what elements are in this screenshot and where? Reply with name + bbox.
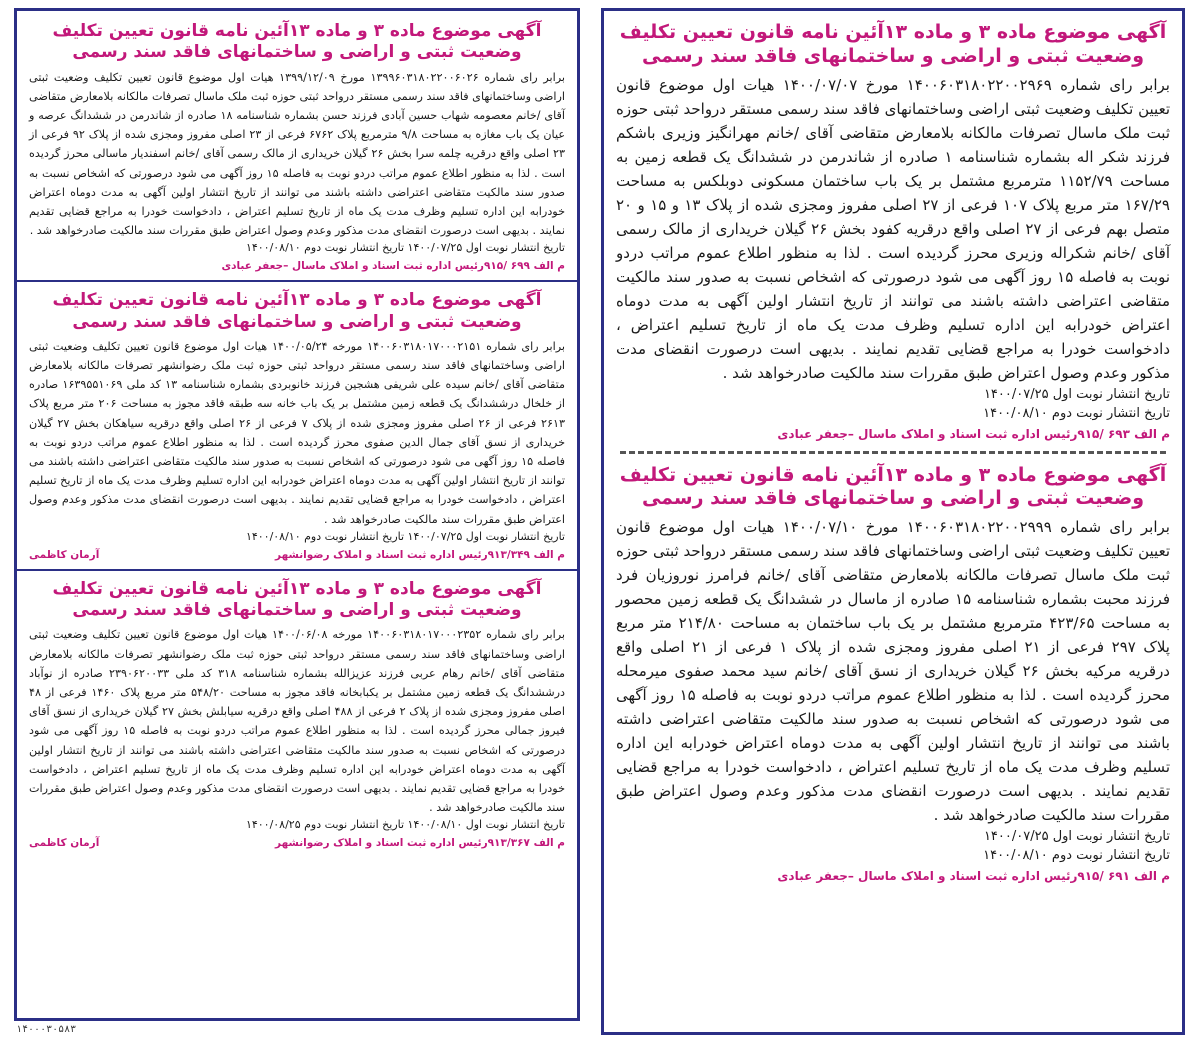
- notice-divider: [620, 451, 1166, 454]
- signature-name: آرمان کاظمی: [29, 837, 100, 850]
- notice-divider: [17, 280, 577, 282]
- notice-divider: [17, 569, 577, 571]
- signature-text: م الف ۶۹۹ /۹۱۵رئیس اداره ثبت اسناد و املاک ماسال –جعفر عبادی: [221, 260, 565, 273]
- publish-dates: تاریخ انتشار نوبت اول ۱۴۰۰/۰۸/۱۰ تاریخ انتشار نوبت دوم ۱۴۰۰/۰۸/۲۵: [245, 818, 565, 832]
- notice-signature: [29, 258, 565, 274]
- notice-body: برابر رای شماره ۱۳۹۹۶۰۳۱۸۰۲۲۰۰۶۰۲۶ مورخ ۱۳۹۹/۱۲/۰۹ هیات اول موضوع قانون تعیین تکلیف وضعیت ثبتی اراضی وساختمانهای فاقد سند رسمی مستقر درواحد ثبتی حوزه ثبت ملک ماسال تصرفات مالکانه بلامعارض متقاضی آقای /خانم معصومه شهاب حسین آبادی فرزند حسن بشماره شناسنامه ۱۸ صادره از شاندرمن در ششدانگ عرصه و عیان یک باب مغازه به مساحت ۹/۸ مترمربع پلاک ۶۷۶۲ فرعی از ۲۳ اصلی مفروز ومجزی شده از پلاک ۹۲ فرعی از ۲۳ اصلی واقع درقریه چلمه سرا بخش ۲۶ گیلان خریداری از مالک رسمی آقای /خانم اسفندیار ماسالی محرز گردیده است . لذا به منظور اطلاع عموم مراتب دردو نوبت به فاصله ۱۵ روز آگهی می شود درصورتی که اشخاص نسبت به صدور سند مالکیت متقاضی اعتراضی داشته باشند می توانند از تاریخ انتشار اولین آگهی به مدت دوماه اعتراض خودرابه این اداره تسلیم وظرف مدت یک ماه از تاریخ تسلیم اعتراض ، دادخواست خودرا به مراجع قضایی تقدیم نمایند . بدیهی است درصورت انقضای مدت مذکور وعدم وصول اعتراض طبق مقررات سند مالکیت صادرخواهد شد .: [29, 70, 566, 238]
- signature-text: م الف ۹۱۳/۳۶۷رئیس اداره ثبت اسناد و املاک رضوانشهر: [275, 837, 565, 850]
- notice-body: برابر رای شماره ۱۴۰۰۶۰۳۱۸۰۲۲۰۰۲۹۹۹ مورخ ۱۴۰۰/۰۷/۱۰ هیات اول موضوع قانون تعیین تکلیف وضعیت ثبتی اراضی وساختمانهای فاقد سند رسمی مستقر درواحد ثبتی حوزه ثبت ملک ماسال تصرفات مالکانه بلامعارض متقاضی آقای /خانم فرامرز نوروزیان فرد فرزند محبت بشماره شناسنامه ۱۵ صادره از ماسال در ششدانگ یک قطعه زمین محصور به مساحت ۴۲۳/۶۵ مترمربع مشتمل بر یک باب ساختمان به مساحت ۲۱۴/۸۰ متر مربع پلاک ۲۹۷ فرعی از ۲۱ اصلی مفروز ومجزی شده از پلاک ۱ فرعی از ۲۱ اصلی واقع درقریه مرکیه بخش ۲۶ گیلان خریداری از نسق آقای /خانم سید محمد صفوی میرمحله محرز گردیده است . لذا به منظور اطلاع عموم مراتب دردو نوبت به فاصله ۱۵ روز آگهی می شود درصورتی که اشخاص نسبت به صدور سند مالکیت متقاضی اعتراضی داشته باشند می توانند از تاریخ انتشار اولین آگهی به مدت دوماه اعتراض خودرابه این اداره تسلیم وظرف مدت یک ماه از تاریخ تسلیم اعتراض ، دادخواست خودرا به مراجع قضایی تقدیم نمایند . بدیهی است درصورت انقضای مدت مذکور وعدم وصول اعتراض طبق مقررات سند مالکیت صادرخواهد شد .: [616, 518, 1171, 824]
- notice-signature: [29, 547, 565, 563]
- notice-signature: [616, 425, 1170, 443]
- notice: [29, 21, 565, 274]
- notice-title: آگهی موضوع ماده ۳ و ماده ۱۳آئین نامه قانون تعیین تکلیف وضعیت ثبتی و اراضی و ساختمانهای فاقد سند رسمی: [52, 578, 542, 621]
- bottom-code: ۱۴۰۰۰۳۰۵۸۳: [16, 1024, 77, 1035]
- right-column: [601, 8, 1185, 1035]
- signature-text: م الف ۶۹۳ /۹۱۵رئیس اداره ثبت اسناد و املاک ماسال –جعفر عبادی: [777, 426, 1170, 441]
- signature-text: م الف ۶۹۱ /۹۱۵رئیس اداره ثبت اسناد و املاک ماسال –جعفر عبادی: [777, 869, 1170, 883]
- publish-date-first: تاریخ انتشار نوبت اول ۱۴۰۰/۰۷/۲۵: [983, 829, 1170, 844]
- notice: [616, 464, 1170, 886]
- publish-dates: تاریخ انتشار نوبت اول ۱۴۰۰/۰۷/۲۵ تاریخ انتشار نوبت دوم ۱۴۰۰/۰۸/۱۰: [245, 529, 565, 543]
- signature-name: آرمان کاظمی: [29, 548, 100, 561]
- signature-text: م الف ۹۱۳/۳۴۹رئیس اداره ثبت اسناد و املاک رضوانشهر: [275, 548, 565, 561]
- notice-title: آگهی موضوع ماده ۳ و ماده ۱۳آئین نامه قانون تعیین تکلیف وضعیت ثبتی و اراضی و ساختمانهای فاقد سند رسمی: [52, 290, 542, 332]
- notice: [29, 290, 565, 563]
- publish-date-second: تاریخ انتشار نوبت دوم ۱۴۰۰/۰۸/۱۰: [983, 848, 1170, 863]
- notice-body: برابر رای شماره ۱۴۰۰۶۰۳۱۸۰۱۷۰۰۰۲۳۵۲ مورخه ۱۴۰۰/۰۶/۰۸ هیات اول موضوع قانون تعیین تکلیف وضعیت ثبتی اراضی وساختمانهای فاقد سند رسمی مستقر درواحد ثبتی حوزه ثبت ملک رضوانشهر تصرفات مالکانه بلامعارض متقاضی آقای /خانم رهام عربی فرزند عزیزالله بشماره شناسنامه ۳۱۸ کد ملی ۲۳۹۰۶۲۰۰۳۳ صادره از نوآباد درششدانگ یک قطعه زمین مشتمل بر یکبابخانه فاقد مجوز به مساحت ۵۴۸/۲۰ متر مربع پلاک ۱۴۶۰ فرعی از ۴۸ اصلی مفروز ومجزی شده از پلاک ۲ فرعی از ۴۸۸ اصلی واقع درقریه سیابلش بخش ۲۷ گیلان خریداری از نسق آقای فیروز جمالی محرز گردیده است . لذا به منظور اطلاع عموم مراتب دردو نوبت به فاصله ۱۵ روز آگهی می شود درصورتی که اشخاص نسبت به صدور سند مالکیت متقاضی اعتراضی داشته باشند می توانند از تاریخ انتشار اولین آگهی به مدت دوماه اعتراض خودرابه این اداره تسلیم وظرف مدت یک ماه از تاریخ تسلیم اعتراض ، دادخواست خودرا به مراجع قضایی تقدیم نمایند . بدیهی است درصورت انقضای مدت مذکور وعدم وصول اعتراض طبق مقررات سند مالکیت صادرخواهد شد .: [29, 628, 566, 815]
- publish-date-first: تاریخ انتشار نوبت اول ۱۴۰۰/۰۷/۲۵: [983, 386, 1170, 402]
- publish-dates: تاریخ انتشار نوبت اول ۱۴۰۰/۰۷/۲۵ تاریخ انتشار نوبت دوم ۱۴۰۰/۰۸/۱۰: [245, 241, 565, 255]
- notice-signature: [29, 835, 565, 851]
- left-column: [14, 8, 580, 1021]
- notice-body: برابر رای شماره ۱۴۰۰۶۰۳۱۸۰۲۲۰۰۲۹۶۹ مورخ ۱۴۰۰/۰۷/۰۷ هیات اول موضوع قانون تعیین تکلیف وضعیت ثبتی اراضی وساختمانهای فاقد سند رسمی مستقر درواحد ثبتی حوزه ثبت ملک ماسال تصرفات مالکانه بلامعارض متقاضی آقای /خانم مهرانگیز وزیری باشکم فرزند شکر اله بشماره شناسنامه ۱ صادره از شاندرمن در ششدانگ یک قطعه زمین به مساحت ۱۱۵۲/۷۹ مترمربع مشتمل بر یک باب ساختمان مسکونی دوبلکس به مساحت ۱۶۷/۲۹ متر مربع پلاک ۱۰۷ فرعی از ۲۷ اصلی مفروز ومجزی شده از پلاک ۱۳ و ۱۵ و ۲۰ متصل بهم فرعی از ۲۷ اصلی واقع درقریه کفود بخش ۲۶ گیلان خریداری از مالک رسمی آقای /خانم شکراله وزیری محرز گردیده است . لذا به منظور اطلاع عموم مراتب دردو نوبت به فاصله ۱۵ روز آگهی می شود درصورتی که اشخاص نسبت به صدور سند مالکیت متقاضی اعتراضی داشته باشند می توانند از تاریخ انتشار اولین آگهی به مدت دوماه اعتراض خودرابه این اداره تسلیم وظرف مدت یک ماه از تاریخ تسلیم اعتراض ، دادخواست خودرا به مراجع قضایی تقدیم نمایند . بدیهی است درصورت انقضای مدت مذکور وعدم وصول اعتراض طبق مقررات سند مالکیت صادرخواهد شد .: [616, 75, 1171, 382]
- notice: [616, 21, 1170, 443]
- notice-signature: [616, 867, 1170, 885]
- publish-date-second: تاریخ انتشار نوبت دوم ۱۴۰۰/۰۸/۱۰: [983, 405, 1170, 421]
- notice-title: آگهی موضوع ماده ۳ و ماده ۱۳آئین نامه قانون تعیین تکلیف وضعیت ثبتی و اراضی و ساختمانهای فاقد سند رسمی: [619, 21, 1167, 67]
- notice-title: آگهی موضوع ماده ۳ و ماده ۱۳آئین نامه قانون تعیین تکلیف وضعیت ثبتی و اراضی و ساختمانهای فاقد سند رسمی: [52, 21, 542, 63]
- notice: [29, 579, 565, 852]
- notice-title: آگهی موضوع ماده ۳ و ماده ۱۳آئین نامه قانون تعیین تکلیف وضعیت ثبتی و اراضی و ساختمانهای فاقد سند رسمی: [619, 463, 1167, 510]
- notice-body: برابر رای شماره ۱۴۰۰۶۰۳۱۸۰۱۷۰۰۰۲۱۵۱ مورخه ۱۴۰۰/۰۵/۲۴ هیات اول موضوع قانون تعیین تکلیف وضعیت ثبتی اراضی وساختمانهای فاقد سند رسمی مستقر درواحد ثبتی حوزه ثبت ملک رضوانشهر تصرفات مالکانه بلامعارض متقاضی آقای /خانم سیده علی شریفی هشجین فرزند خانوبردی بشماره شناسنامه ۱۳ کد ملی ۱۶۳۹۵۵۱۰۶۹ صادره از خلخال درششدانگ یک قطعه زمین مشتمل بر یک باب خانه سه طبقه فاقد مجوز به مساحت ۲۰۶ متر مربع پلاک ۲۶۱۳ فرعی از ۲۶ اصلی مفروز ومجزی شده از پلاک ۷ فرعی از ۲۶ اصلی واقع درقریه سیاهکان بخش ۲۷ گیلان خریداری از نسق آقای جمال الدین صفوی محرز گردیده است . لذا به منظور اطلاع عموم مراتب دردو نوبت به فاصله ۱۵ روز آگهی می شود درصورتی که اشخاص نسبت به صدور سند مالکیت متقاضی اعتراضی داشته باشند می توانند از تاریخ انتشار اولین آگهی به مدت دوماه اعتراض خودرابه این اداره تسلیم وظرف مدت یک ماه از تاریخ تسلیم اعتراض ، دادخواست خودرا به مراجع قضایی تقدیم نمایند . بدیهی است درصورت انقضای مدت مذکور وعدم وصول اعتراض طبق مقررات سند مالکیت صادرخواهد شد .: [29, 339, 566, 526]
